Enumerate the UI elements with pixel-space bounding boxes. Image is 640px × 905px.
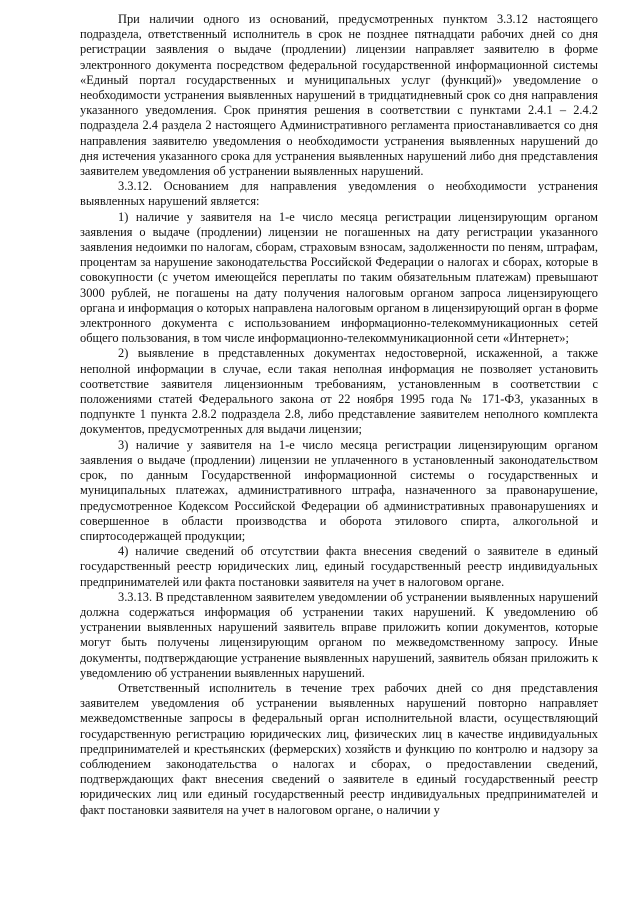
paragraph-repeat-requests: Ответственный исполнитель в течение трех рабочих дней со дня представления заявителем уведомления об устранении выявленных нарушений повторно направляет межведомственные запросы в федеральный орган исполнительной власти, осуществляющий государственную регистрацию юридических лиц, физических лиц в качестве индивидуальных предпринимателей и крестьянских (фермерских) хозяйств и функцию по контролю и надзору за соблюдением законодательства о налогах и сборах, о предоставлении сведений, подтверждающих факт внесения сведений о заявителе в единый государственный реестр юридических лиц или единый государственный реестр индивидуальных предпринимателей и факт постановки заявителя на учет в налоговом органе, о наличии у <box>80 680 598 817</box>
list-item-inaccurate-documents: 2) выявление в представленных документах недостоверной, искаженной, а также неполной информации в случае, если такая неполная информация не позволяет установить соответствие заявителя лицензионным требованиям, установленным в соответствии с положениями статей Федерального закона от 22 ноября 1995 года № 171-ФЗ, указанных в подпункте 1 пункта 2.8.2 подраздела 2.8, либо представление заявителем неполного комплекта документов, предусмотренных для выдачи лицензии; <box>80 346 598 437</box>
list-item-registry-absence: 4) наличие сведений об отсутствии факта внесения сведений о заявителе в единый государственный реестр юридических лиц, единый государственный реестр индивидуальных предпринимателей или факта постановки заявителя на учет в налоговом органе. <box>80 544 598 589</box>
paragraph-notification-deadline: При наличии одного из оснований, предусмотренных пунктом 3.3.12 настоящего подраздела, ответственный исполнитель в срок не позднее пятнадцати рабочих дней со дня регистрации заявления о выдаче (продлении) лицензии направляет заявителю в форме электронного документа посредством федеральной государственной информационной системы «Единый портал государственных и муниципальных услуг (функций)» уведомление о необходимости устранения выявленных нарушений в тридцатидневный срок со дня направления указанного уведомления. Срок принятия решения в соответствии с пунктами 2.4.1 – 2.4.2 подраздела 2.4 раздела 2 настоящего Административного регламента приостанавливается со дня направления заявителю уведомления о необходимости устранения выявленных нарушений до дня истечения указанного срока для устранения выявленных нарушений либо дня представления заявителем уведомления об устранении выявленных нарушений. <box>80 12 598 179</box>
paragraph-3-3-12-heading: 3.3.12. Основанием для направления уведомления о необходимости устранения выявленных нарушений является: <box>80 179 598 209</box>
paragraph-3-3-13: 3.3.13. В представленном заявителем уведомлении об устранении выявленных нарушений должна содержаться информация об устранении таких нарушений. К уведомлению об устранении выявленных нарушений заявитель вправе приложить копии документов, которые могут быть получены лицензирующим органом по межведомственному запросу. Иные документы, подтверждающие устранение выявленных нарушений, заявитель обязан приложить к уведомлению об устранении выявленных нарушений. <box>80 589 598 680</box>
list-item-tax-arrears: 1) наличие у заявителя на 1-е число месяца регистрации лицензирующим органом заявления о выдаче (продлении) лицензии не погашенных на дату регистрации указанного заявления недоимки по налогам, сборам, страховым взносам, задолженности по пеням, штрафам, процентам за нарушение законодательства Российской Федерации о налогах и сборах, которые в совокупности (с учетом имеющейся переплаты по таким обязательным платежам) превышают 3000 рублей, не погашены на дату получения налоговым органом запроса лицензирующего органа и информация о которых направлена налоговым органом в лицензирующий орган в форме электронного документа с использованием информационно-телекоммуникационных сетей общего пользования, в том числе информационно-телекоммуникационной сети «Интернет»; <box>80 209 598 346</box>
list-item-unpaid-fine: 3) наличие у заявителя на 1-е число месяца регистрации лицензирующим органом заявления о выдаче (продлении) лицензии не уплаченного в установленный законодательством срок, по данным Государственной информационной системы о государственных и муниципальных платежах, административного штрафа, назначенного за правонарушение, предусмотренное Кодексом Российской Федерации об административных правонарушениях и совершенное в области производства и оборота этилового спирта, алкогольной и спиртосодержащей продукции; <box>80 437 598 543</box>
document-page <box>80 12 598 818</box>
